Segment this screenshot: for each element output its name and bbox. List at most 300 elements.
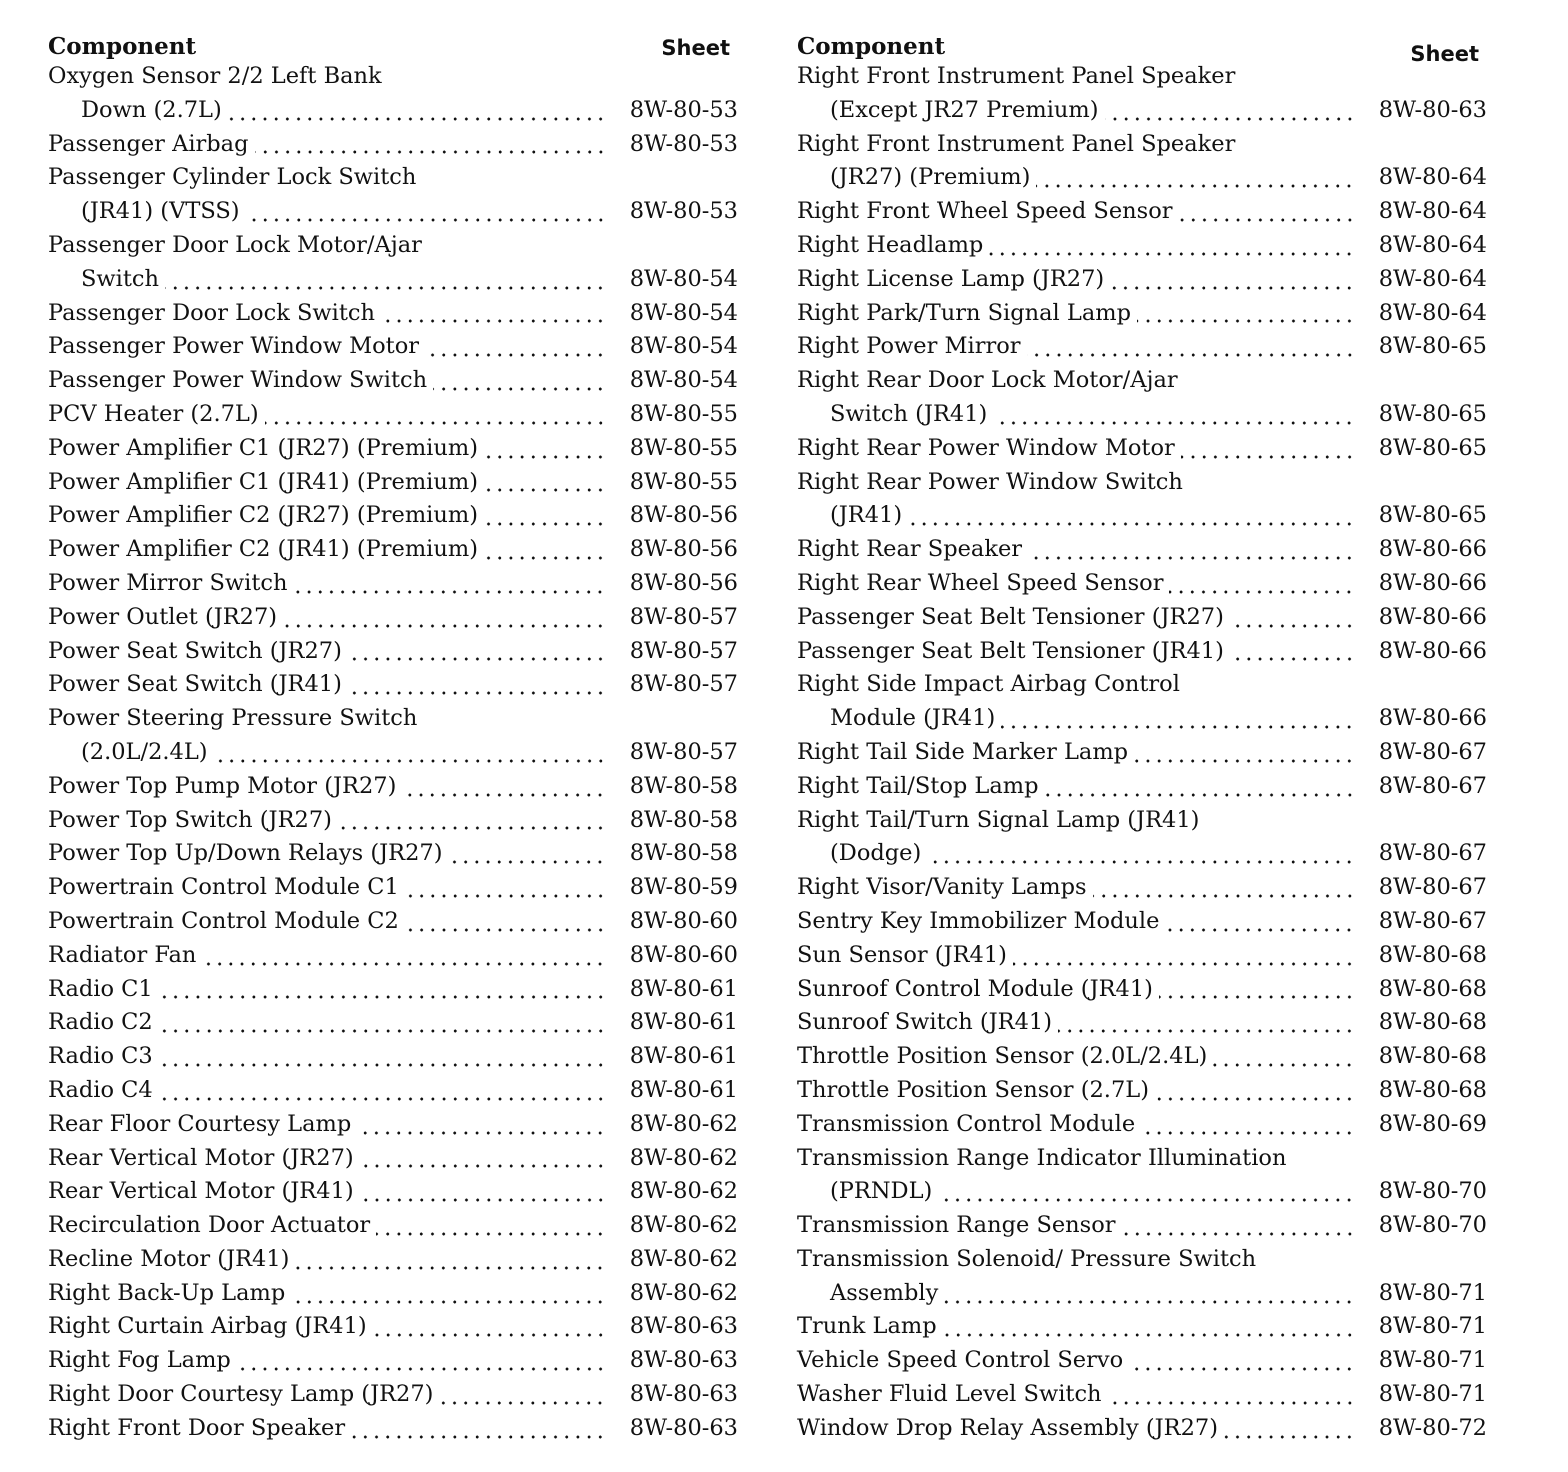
sheet-number: 8W-80-63 (629, 1347, 738, 1374)
component-name: Right Tail/Turn Signal Lamp (JR41) (797, 806, 1200, 833)
sheet-number: 8W-80-55 (629, 434, 738, 461)
sheet-number: 8W-80-66 (1378, 637, 1487, 664)
dot-leader (1036, 184, 1355, 188)
dot-leader (425, 353, 606, 357)
sheet-number: 8W-80-64 (1378, 299, 1487, 326)
index-entry (797, 432, 1487, 466)
component-name: Transmission Solenoid/ Pressure Switch (797, 1245, 1257, 1272)
dot-leader (159, 1063, 606, 1067)
dot-leader (360, 1164, 606, 1168)
component-name-continued: (Except JR27 Premium) (830, 96, 1099, 123)
component-name: Power Outlet (JR27) (48, 603, 278, 630)
sheet-number: 8W-80-61 (629, 975, 738, 1002)
component-name-continued: (Dodge) (830, 840, 922, 867)
component-name: Right Rear Wheel Speed Sensor (797, 569, 1164, 596)
component-name-continued: (JR27) (Premium) (830, 164, 1031, 191)
component-name-continued: (JR41) (830, 502, 903, 529)
index-entry (797, 770, 1487, 804)
component-name-continued: Assembly (830, 1279, 939, 1306)
index-entry (48, 432, 738, 466)
index-entry (48, 1378, 738, 1412)
dot-leader (291, 1300, 606, 1304)
dot-leader (439, 1401, 606, 1405)
component-heading: Component (797, 33, 946, 60)
sheet-number: 8W-80-58 (629, 806, 738, 833)
component-name: Passenger Cylinder Lock Switch (48, 164, 417, 191)
component-name: Power Amplifier C1 (JR27) (Premium) (48, 434, 478, 461)
index-entry (48, 905, 738, 939)
sheet-number: 8W-80-70 (1378, 1178, 1487, 1205)
dot-leader (237, 1367, 606, 1371)
sheet-number: 8W-80-64 (1378, 265, 1487, 292)
sheet-heading: Sheet (1410, 42, 1479, 66)
index-entry (48, 1142, 738, 1176)
entry-continuation (797, 1277, 1487, 1311)
component-name-continued: Switch (JR41) (830, 400, 988, 427)
column-header (797, 26, 1487, 66)
index-entry (48, 973, 738, 1007)
index-entry (48, 128, 738, 162)
dot-leader (159, 995, 606, 999)
component-name: Recirculation Door Actuator (48, 1212, 371, 1239)
index-entry (797, 128, 1487, 162)
sheet-number: 8W-80-53 (629, 130, 738, 157)
index-entry (797, 297, 1487, 331)
entry-continuation (48, 736, 738, 770)
dot-leader (927, 860, 1355, 864)
sheet-number: 8W-80-54 (629, 333, 738, 360)
index-entry (797, 1310, 1487, 1344)
component-name: Powertrain Control Module C1 (48, 874, 399, 901)
sheet-number: 8W-80-71 (1378, 1347, 1487, 1374)
component-name: Right Rear Power Window Switch (797, 468, 1183, 495)
index-entry (48, 1175, 738, 1209)
component-name: Passenger Power Window Switch (48, 367, 428, 394)
dot-leader (1122, 1232, 1355, 1236)
sheet-number: 8W-80-59 (629, 874, 738, 901)
component-name: Passenger Door Lock Motor/Ajar (48, 231, 422, 258)
component-name: Sun Sensor (JR41) (797, 941, 1007, 968)
sheet-number: 8W-80-62 (629, 1144, 738, 1171)
component-name: Passenger Door Lock Switch (48, 299, 375, 326)
component-name-continued: Down (2.7L) (81, 96, 222, 123)
dot-leader (1181, 455, 1355, 459)
index-entry (48, 770, 738, 804)
component-name: Power Amplifier C2 (JR41) (Premium) (48, 536, 478, 563)
entry-continuation (797, 1175, 1487, 1209)
dot-leader (159, 1029, 606, 1033)
component-name: Power Top Pump Motor (JR27) (48, 772, 397, 799)
component-name: Sentry Key Immobilizer Module (797, 907, 1160, 934)
index-entry (797, 229, 1487, 263)
component-name: Power Top Up/Down Relays (JR27) (48, 840, 443, 867)
component-name: Rear Vertical Motor (JR41) (48, 1178, 354, 1205)
dot-leader (265, 421, 606, 425)
index-entry (48, 635, 738, 669)
component-name: Power Amplifier C2 (JR27) (Premium) (48, 502, 478, 529)
entry-continuation (48, 263, 738, 297)
sheet-number: 8W-80-60 (629, 907, 738, 934)
dot-leader (1230, 624, 1355, 628)
index-entry (48, 939, 738, 973)
component-name: Power Mirror Switch (48, 569, 288, 596)
entry-continuation (797, 94, 1487, 128)
sheet-number: 8W-80-64 (1378, 231, 1487, 258)
index-entry (48, 1344, 738, 1378)
dot-leader (1155, 1097, 1355, 1101)
sheet-number: 8W-80-67 (1378, 874, 1487, 901)
dot-leader (348, 691, 606, 695)
sheet-number: 8W-80-56 (629, 502, 738, 529)
sheet-number: 8W-80-62 (629, 1212, 738, 1239)
dot-leader (1110, 286, 1355, 290)
dot-leader (484, 522, 606, 526)
component-name: Right Front Instrument Panel Speaker (797, 63, 1236, 89)
column-header (48, 26, 738, 60)
index-entry (48, 1243, 738, 1277)
sheet-number: 8W-80-57 (629, 637, 738, 664)
dot-leader (1134, 759, 1355, 763)
sheet-number: 8W-80-53 (629, 96, 738, 123)
index-entry (797, 195, 1487, 229)
sheet-number: 8W-80-62 (629, 1110, 738, 1137)
dot-leader (1001, 725, 1355, 729)
component-name: Power Seat Switch (JR41) (48, 671, 342, 698)
index-entry (48, 1412, 738, 1446)
entry-continuation (48, 94, 738, 128)
component-name: Right Headlamp (797, 231, 984, 258)
dot-leader (402, 793, 606, 797)
sheet-number: 8W-80-66 (1378, 569, 1487, 596)
index-entry (797, 533, 1487, 567)
component-name: Radio C1 (48, 975, 153, 1002)
component-name: Powertrain Control Module C2 (48, 907, 399, 934)
dot-leader (1159, 995, 1355, 999)
component-name: Right Back-Up Lamp (48, 1279, 286, 1306)
dot-leader (1179, 218, 1356, 222)
entry-continuation (797, 702, 1487, 736)
sheet-number: 8W-80-72 (1378, 1414, 1487, 1441)
dot-leader (448, 860, 606, 864)
entry-continuation (797, 837, 1487, 871)
sheet-number: 8W-80-55 (629, 468, 738, 495)
sheet-number: 8W-80-54 (629, 299, 738, 326)
component-name: Right Power Mirror (797, 333, 1021, 360)
sheet-number: 8W-80-68 (1378, 1043, 1487, 1070)
sheet-heading: Sheet (661, 36, 730, 60)
dot-leader (1027, 353, 1355, 357)
index-entry (797, 804, 1487, 838)
dot-leader (351, 1435, 606, 1439)
dot-leader (381, 319, 606, 323)
dot-leader (405, 928, 606, 932)
component-name: Right License Lamp (JR27) (797, 265, 1105, 292)
index-entry (48, 1040, 738, 1074)
index-entry (797, 567, 1487, 601)
index-entry (797, 1074, 1487, 1108)
component-name: Right Curtain Airbag (JR41) (48, 1313, 367, 1340)
index-entry (797, 736, 1487, 770)
dot-leader (246, 218, 606, 222)
dot-leader (202, 962, 606, 966)
dot-leader (944, 1300, 1355, 1304)
left-column (48, 26, 738, 1446)
component-name: Recline Motor (JR41) (48, 1245, 290, 1272)
index-entry (48, 466, 738, 500)
right-column (797, 26, 1487, 1446)
index-entry (797, 1006, 1487, 1040)
index-list (797, 60, 1487, 1446)
component-name: Right Front Wheel Speed Sensor (797, 198, 1173, 225)
index-entry (48, 60, 738, 94)
dot-leader (484, 488, 606, 492)
index-entry (797, 60, 1487, 94)
sheet-number: 8W-80-62 (629, 1178, 738, 1205)
component-name: Window Drop Relay Assembly (JR27) (797, 1414, 1219, 1441)
index-entry (797, 1344, 1487, 1378)
sheet-number: 8W-80-56 (629, 536, 738, 563)
index-entry (48, 601, 738, 635)
component-name: Radio C4 (48, 1076, 153, 1103)
dot-leader (255, 150, 607, 154)
component-name: Power Seat Switch (JR27) (48, 637, 342, 664)
index-entry (48, 533, 738, 567)
component-name: Oxygen Sensor 2/2 Left Bank (48, 63, 382, 89)
dot-leader (357, 1131, 606, 1135)
component-name-continued: Switch (81, 265, 160, 292)
component-name: Rear Floor Courtesy Lamp (48, 1110, 352, 1137)
dot-leader (295, 1266, 606, 1270)
entry-continuation (797, 499, 1487, 533)
index-entry (797, 939, 1487, 973)
index-entry (797, 1040, 1487, 1074)
dot-leader (405, 894, 606, 898)
dot-leader (1141, 1131, 1355, 1135)
index-entry (797, 668, 1487, 702)
sheet-number: 8W-80-54 (629, 265, 738, 292)
dot-leader (1093, 894, 1355, 898)
sheet-number: 8W-80-66 (1378, 603, 1487, 630)
index-entry (48, 1209, 738, 1243)
index-entry (48, 1277, 738, 1311)
dot-leader (1013, 962, 1355, 966)
index-entry (48, 871, 738, 905)
component-name: Passenger Power Window Motor (48, 333, 420, 360)
index-entry (797, 1378, 1487, 1412)
component-name: Washer Fluid Level Switch (797, 1381, 1102, 1408)
sheet-number: 8W-80-69 (1378, 1110, 1487, 1137)
sheet-number: 8W-80-57 (629, 671, 738, 698)
dot-leader (1108, 1401, 1355, 1405)
dot-leader (908, 522, 1355, 526)
index-entry (797, 973, 1487, 1007)
index-entry (48, 1074, 738, 1108)
entry-continuation (797, 398, 1487, 432)
index-entry (48, 567, 738, 601)
sheet-number: 8W-80-65 (1378, 400, 1487, 427)
component-name-continued: (2.0L/2.4L) (81, 738, 208, 765)
component-name: Right Side Impact Airbag Control (797, 671, 1180, 698)
sheet-number: 8W-80-68 (1378, 1009, 1487, 1036)
index-entry (797, 364, 1487, 398)
component-name: Transmission Range Indicator Illumination (797, 1144, 1287, 1171)
sheet-number: 8W-80-63 (629, 1313, 738, 1340)
index-entry (797, 1108, 1487, 1142)
sheet-number: 8W-80-62 (629, 1245, 738, 1272)
dot-leader (1137, 319, 1355, 323)
index-list (48, 60, 738, 1446)
index-entry (797, 1142, 1487, 1176)
component-name: Power Steering Pressure Switch (48, 705, 418, 732)
component-name: Trunk Lamp (797, 1313, 937, 1340)
sheet-number: 8W-80-55 (629, 400, 738, 427)
sheet-number: 8W-80-63 (629, 1381, 738, 1408)
index-entry (48, 161, 738, 195)
component-name: Right Rear Door Lock Motor/Ajar (797, 367, 1178, 394)
dot-leader (214, 759, 606, 763)
dot-leader (433, 387, 606, 391)
sheet-number: 8W-80-62 (629, 1279, 738, 1306)
index-entry (48, 364, 738, 398)
index-entry (48, 330, 738, 364)
dot-leader (348, 657, 606, 661)
index-entry (48, 499, 738, 533)
component-name: Right Tail/Stop Lamp (797, 772, 1039, 799)
dot-leader (1224, 1435, 1355, 1439)
index-entry (797, 601, 1487, 635)
index-entry (797, 466, 1487, 500)
sheet-number: 8W-80-60 (629, 941, 738, 968)
dot-leader (943, 1333, 1355, 1337)
index-entry (797, 905, 1487, 939)
dot-leader (1045, 793, 1355, 797)
sheet-number: 8W-80-67 (1378, 772, 1487, 799)
dot-leader (159, 1097, 606, 1101)
dot-leader (1169, 590, 1355, 594)
sheet-number: 8W-80-66 (1378, 705, 1487, 732)
dot-leader (989, 252, 1355, 256)
component-name: Right Park/Turn Signal Lamp (797, 299, 1131, 326)
index-entry (48, 1006, 738, 1040)
sheet-number: 8W-80-57 (629, 603, 738, 630)
sheet-number: 8W-80-67 (1378, 738, 1487, 765)
index-entry (48, 398, 738, 432)
component-name: Transmission Control Module (797, 1110, 1136, 1137)
sheet-number: 8W-80-65 (1378, 502, 1487, 529)
sheet-number: 8W-80-65 (1378, 333, 1487, 360)
sheet-number: 8W-80-57 (629, 738, 738, 765)
component-name: Radio C2 (48, 1009, 153, 1036)
component-name: Sunroof Control Module (JR41) (797, 975, 1153, 1002)
sheet-number: 8W-80-67 (1378, 840, 1487, 867)
dot-leader (993, 421, 1355, 425)
dot-leader (484, 556, 606, 560)
index-entry (48, 668, 738, 702)
component-name: Right Front Instrument Panel Speaker (797, 130, 1236, 157)
component-name: Right Visor/Vanity Lamps (797, 874, 1087, 901)
index-entry (48, 702, 738, 736)
component-name: Sunroof Switch (JR41) (797, 1009, 1053, 1036)
sheet-number: 8W-80-67 (1378, 907, 1487, 934)
component-name: Power Amplifier C1 (JR41) (Premium) (48, 468, 478, 495)
component-name: Right Rear Power Window Motor (797, 434, 1175, 461)
sheet-number: 8W-80-61 (629, 1043, 738, 1070)
component-heading: Component (48, 33, 197, 60)
dot-leader (376, 1232, 606, 1236)
sheet-number: 8W-80-68 (1378, 1076, 1487, 1103)
sheet-number: 8W-80-66 (1378, 536, 1487, 563)
index-entry (48, 297, 738, 331)
component-name: Right Tail Side Marker Lamp (797, 738, 1129, 765)
component-name: Passenger Airbag (48, 130, 249, 157)
dot-leader (373, 1333, 606, 1337)
dot-leader (1129, 1367, 1355, 1371)
component-name: Transmission Range Sensor (797, 1212, 1116, 1239)
sheet-number: 8W-80-68 (1378, 941, 1487, 968)
sheet-number: 8W-80-64 (1378, 198, 1487, 225)
dot-leader (1028, 556, 1355, 560)
dot-leader (484, 455, 606, 459)
component-name: Radiator Fan (48, 941, 197, 968)
component-name: Throttle Position Sensor (2.7L) (797, 1076, 1149, 1103)
entry-continuation (797, 161, 1487, 195)
dot-leader (338, 826, 606, 830)
component-name-continued: (JR41) (VTSS) (81, 198, 240, 225)
sheet-number: 8W-80-56 (629, 569, 738, 596)
component-name: Passenger Seat Belt Tensioner (JR41) (797, 637, 1224, 664)
sheet-number: 8W-80-53 (629, 198, 738, 225)
index-entry (48, 229, 738, 263)
dot-leader (283, 624, 606, 628)
dot-leader (165, 286, 606, 290)
component-name-continued: Module (JR41) (830, 705, 996, 732)
sheet-number: 8W-80-58 (629, 840, 738, 867)
sheet-number: 8W-80-63 (1378, 96, 1487, 123)
component-name: Power Top Switch (JR27) (48, 806, 332, 833)
component-name: Throttle Position Sensor (2.0L/2.4L) (797, 1043, 1208, 1070)
index-entry (797, 330, 1487, 364)
component-name: Right Door Courtesy Lamp (JR27) (48, 1381, 434, 1408)
component-name: Passenger Seat Belt Tensioner (JR27) (797, 603, 1224, 630)
component-name: Vehicle Speed Control Servo (797, 1347, 1124, 1374)
index-entry (797, 1209, 1487, 1243)
sheet-number: 8W-80-63 (629, 1414, 738, 1441)
sheet-number: 8W-80-68 (1378, 975, 1487, 1002)
dot-leader (1105, 117, 1356, 121)
component-name: Right Rear Speaker (797, 536, 1023, 563)
sheet-number: 8W-80-61 (629, 1076, 738, 1103)
component-name: Radio C3 (48, 1043, 153, 1070)
index-entry (48, 1310, 738, 1344)
index-entry (797, 1412, 1487, 1446)
index-entry (48, 837, 738, 871)
component-name: Right Fog Lamp (48, 1347, 231, 1374)
index-entry (797, 263, 1487, 297)
dot-leader (1230, 657, 1355, 661)
component-name: PCV Heater (2.7L) (48, 400, 259, 427)
dot-leader (1058, 1029, 1355, 1033)
index-entry (797, 1243, 1487, 1277)
sheet-number: 8W-80-71 (1378, 1279, 1487, 1306)
sheet-number: 8W-80-58 (629, 772, 738, 799)
component-name: Right Front Door Speaker (48, 1414, 346, 1441)
sheet-number: 8W-80-54 (629, 367, 738, 394)
sheet-number: 8W-80-61 (629, 1009, 738, 1036)
sheet-number: 8W-80-71 (1378, 1381, 1487, 1408)
entry-continuation (48, 195, 738, 229)
index-entry (48, 1108, 738, 1142)
sheet-number: 8W-80-71 (1378, 1313, 1487, 1340)
